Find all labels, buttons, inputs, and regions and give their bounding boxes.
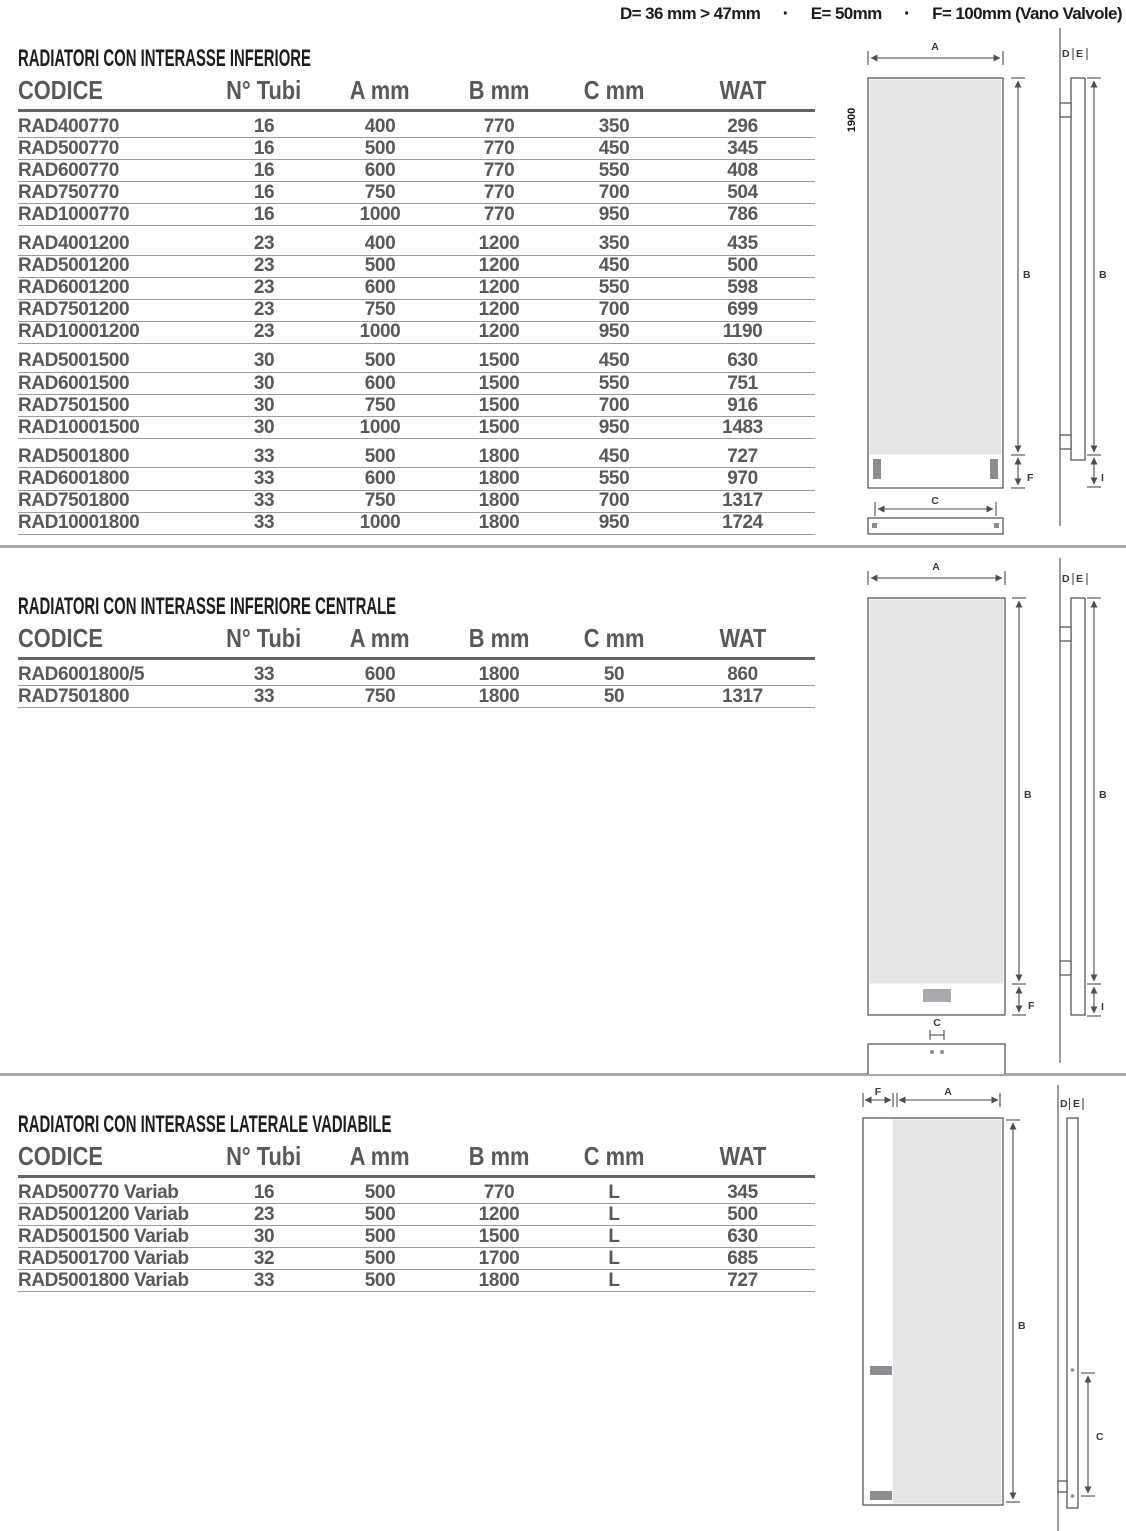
table-row bbox=[18, 351, 815, 373]
cell-value: L bbox=[608, 1225, 620, 1247]
cell-value: 1800 bbox=[478, 663, 520, 685]
column-header bbox=[558, 75, 670, 105]
dim-label-e: E bbox=[1076, 48, 1084, 60]
cell-codice: RAD5001500 Variab bbox=[18, 1225, 189, 1247]
cell-value: 400 bbox=[364, 115, 396, 137]
column-header bbox=[18, 1141, 208, 1171]
cell-value: 630 bbox=[727, 350, 758, 372]
side-connection-dot bbox=[1071, 1368, 1075, 1372]
cell-value: 500 bbox=[364, 445, 396, 467]
cell-value: 350 bbox=[598, 115, 630, 137]
cell-value: 1200 bbox=[478, 255, 520, 277]
cell-value: 30 bbox=[253, 394, 275, 416]
cell-value: 16 bbox=[253, 159, 275, 181]
cell-value: 23 bbox=[253, 277, 275, 299]
column-header-label: C mm bbox=[583, 75, 645, 105]
column-header-label: B mm bbox=[468, 623, 530, 653]
cell-value: L bbox=[608, 1203, 620, 1225]
dim-label-b-side: B bbox=[1099, 789, 1107, 801]
dim-label-f: F bbox=[1028, 1000, 1035, 1012]
cell-value: 860 bbox=[727, 663, 758, 685]
wall-bracket-top bbox=[1060, 627, 1071, 641]
cell-codice: RAD6001200 bbox=[18, 277, 130, 299]
cell-value: 33 bbox=[253, 663, 275, 685]
column-header bbox=[440, 1141, 558, 1171]
cell-value: 750 bbox=[364, 394, 396, 416]
cell-value: 1500 bbox=[478, 394, 520, 416]
row-group bbox=[18, 233, 815, 343]
bottom-view bbox=[868, 518, 1003, 534]
table-row bbox=[18, 395, 815, 417]
dim-label-b: B bbox=[1024, 789, 1032, 801]
cell-value: 408 bbox=[727, 159, 758, 181]
table-row bbox=[18, 417, 815, 439]
cell-value: 1000 bbox=[359, 416, 401, 438]
cell-codice: RAD5001800 bbox=[18, 445, 130, 467]
cell-value: 16 bbox=[253, 203, 275, 225]
cell-value: 1724 bbox=[722, 512, 763, 534]
column-header bbox=[208, 75, 320, 105]
cell-value: 1800 bbox=[478, 467, 520, 489]
column-header-label: N° Tubi bbox=[226, 1141, 302, 1171]
cell-codice: RAD1000770 bbox=[18, 203, 130, 225]
cell-codice: RAD7501500 bbox=[18, 394, 130, 416]
cell-value: 600 bbox=[364, 372, 396, 394]
bottom-view bbox=[868, 1044, 1005, 1074]
table-row bbox=[18, 1270, 815, 1292]
table-row bbox=[18, 160, 815, 182]
cell-value: 950 bbox=[598, 416, 630, 438]
column-header bbox=[670, 1141, 815, 1171]
cell-codice: RAD7501800 bbox=[18, 490, 130, 511]
cell-codice: RAD5001200 Variab bbox=[18, 1203, 189, 1225]
cell-value: 1500 bbox=[478, 416, 520, 438]
connection-central bbox=[923, 989, 951, 1002]
cell-value: 33 bbox=[253, 490, 275, 511]
cell-value: 1000 bbox=[359, 203, 401, 225]
cell-value: 30 bbox=[253, 350, 275, 372]
cell-value: 950 bbox=[598, 512, 630, 534]
legend-item-e: E= 50mm bbox=[810, 4, 882, 23]
table-header-row bbox=[18, 1141, 815, 1178]
column-header-label: A mm bbox=[350, 1141, 410, 1171]
cell-codice: RAD5001500 bbox=[18, 350, 130, 372]
cell-value: 500 bbox=[727, 255, 758, 277]
side-profile bbox=[1067, 1118, 1078, 1508]
radiator-panel bbox=[893, 1120, 1002, 1504]
cell-value: 1500 bbox=[478, 350, 520, 372]
cell-value: 770 bbox=[483, 159, 515, 181]
column-header-label: A mm bbox=[350, 75, 410, 105]
cell-value: 296 bbox=[727, 115, 758, 137]
table-row bbox=[18, 446, 815, 468]
cell-value: 435 bbox=[727, 232, 758, 254]
dim-label-b: B bbox=[1018, 1320, 1026, 1332]
radiator-panel bbox=[870, 80, 1002, 455]
column-header-label: CODICE bbox=[18, 623, 103, 653]
column-header-label: WAT bbox=[719, 623, 766, 653]
row-group bbox=[18, 351, 815, 439]
table-row bbox=[18, 1204, 815, 1226]
legend-separator-dot: · bbox=[903, 3, 910, 25]
cell-codice: RAD5001200 bbox=[18, 255, 130, 277]
table-row bbox=[18, 256, 815, 278]
column-header-label: WAT bbox=[719, 1141, 766, 1171]
column-header bbox=[320, 75, 440, 105]
cell-codice: RAD7501200 bbox=[18, 299, 130, 321]
cell-value: 23 bbox=[253, 232, 275, 254]
cell-codice: RAD6001500 bbox=[18, 372, 130, 394]
cell-value: 1200 bbox=[478, 277, 520, 299]
cell-codice: RAD6001800 bbox=[18, 467, 130, 489]
cell-value: 600 bbox=[364, 277, 396, 299]
cell-codice: RAD10001800 bbox=[18, 512, 140, 534]
cell-value: 950 bbox=[598, 203, 630, 225]
table-row bbox=[18, 373, 815, 395]
table-row bbox=[18, 468, 815, 490]
column-header-label: C mm bbox=[583, 623, 645, 653]
cell-value: 500 bbox=[727, 1203, 758, 1225]
table-header-row bbox=[18, 623, 815, 660]
column-header-label: C mm bbox=[583, 1141, 645, 1171]
cell-codice: RAD750770 bbox=[18, 181, 119, 203]
cell-value: 1000 bbox=[359, 321, 401, 343]
cell-value: 504 bbox=[727, 181, 758, 203]
connection-lower bbox=[870, 1491, 892, 1500]
row-group bbox=[18, 446, 815, 534]
cell-value: 33 bbox=[253, 512, 275, 534]
cell-value: 550 bbox=[598, 467, 630, 489]
table-row bbox=[18, 116, 815, 138]
side-view bbox=[1060, 28, 1107, 526]
cell-codice: RAD5001700 Variab bbox=[18, 1247, 189, 1269]
cell-value: 600 bbox=[364, 159, 396, 181]
cell-value: 500 bbox=[364, 137, 396, 159]
table-row bbox=[18, 322, 815, 344]
cell-value: 450 bbox=[598, 137, 630, 159]
cell-value: 700 bbox=[598, 299, 630, 321]
cell-value: 750 bbox=[364, 299, 396, 321]
bottom-connection-dot bbox=[930, 1050, 934, 1054]
cell-value: 1190 bbox=[722, 321, 763, 343]
cell-value: 23 bbox=[253, 299, 275, 321]
cell-value: 699 bbox=[727, 299, 758, 321]
row-group bbox=[18, 664, 815, 708]
cell-value: 1200 bbox=[478, 1203, 520, 1225]
cell-value: 1483 bbox=[722, 416, 763, 438]
dim-label-1900: 1900 bbox=[846, 107, 858, 133]
cell-value: 1800 bbox=[478, 445, 520, 467]
cell-codice: RAD10001200 bbox=[18, 321, 140, 343]
column-header bbox=[208, 623, 320, 653]
cell-value: 950 bbox=[598, 321, 630, 343]
table-header-row bbox=[18, 75, 815, 112]
cell-value: 1000 bbox=[359, 512, 401, 534]
cell-value: 770 bbox=[483, 1181, 515, 1203]
section-divider bbox=[0, 545, 1126, 548]
legend-item-d: D= 36 mm > 47mm bbox=[620, 4, 761, 23]
cell-value: 1200 bbox=[478, 321, 520, 343]
row-group bbox=[18, 116, 815, 226]
cell-value: 1317 bbox=[722, 685, 763, 707]
cell-value: 750 bbox=[364, 490, 396, 511]
cell-value: 1800 bbox=[478, 1269, 520, 1291]
column-header bbox=[18, 75, 208, 105]
dim-label-c: C bbox=[931, 495, 939, 507]
cell-value: 770 bbox=[483, 137, 515, 159]
cell-value: 727 bbox=[727, 1269, 758, 1291]
cell-value: 770 bbox=[483, 203, 515, 225]
dim-label-f: F bbox=[1027, 472, 1034, 484]
cell-value: 1800 bbox=[478, 512, 520, 534]
column-header-label: CODICE bbox=[18, 75, 103, 105]
cell-value: 345 bbox=[727, 137, 758, 159]
diagram-interasse-laterale-variabile bbox=[835, 1085, 1126, 1531]
wall-bracket-bottom bbox=[1060, 435, 1071, 449]
cell-value: 750 bbox=[364, 181, 396, 203]
front-view bbox=[846, 41, 1034, 534]
column-header bbox=[440, 75, 558, 105]
connection-upper bbox=[870, 1366, 892, 1375]
dim-label-a: A bbox=[931, 41, 939, 53]
cell-value: 1500 bbox=[478, 1225, 520, 1247]
cell-value: 700 bbox=[598, 181, 630, 203]
cell-value: 1200 bbox=[478, 232, 520, 254]
column-header-label: WAT bbox=[719, 75, 766, 105]
cell-value: 32 bbox=[253, 1247, 275, 1269]
cell-value: 30 bbox=[253, 372, 275, 394]
cell-value: 500 bbox=[364, 1269, 396, 1291]
front-view bbox=[868, 561, 1035, 1074]
side-profile bbox=[1071, 598, 1085, 1015]
legend-item-f: F= 100mm (Vano Valvole) bbox=[932, 4, 1122, 23]
table-title: RADIATORI CON INTERASSE INFERIORE CENTRALE bbox=[18, 593, 397, 620]
cell-value: 500 bbox=[364, 350, 396, 372]
column-header bbox=[208, 1141, 320, 1171]
table-row bbox=[18, 1248, 815, 1270]
cell-value: 770 bbox=[483, 115, 515, 137]
bottom-connection-dot bbox=[940, 1050, 944, 1054]
cell-value: 450 bbox=[598, 255, 630, 277]
table-row bbox=[18, 300, 815, 322]
column-header bbox=[320, 1141, 440, 1171]
cell-value: 916 bbox=[727, 394, 758, 416]
cell-value: 16 bbox=[253, 1181, 275, 1203]
cell-value: 751 bbox=[727, 372, 758, 394]
cell-codice: RAD5001800 Variab bbox=[18, 1269, 189, 1291]
diagram-interasse-inferiore bbox=[835, 28, 1126, 540]
cell-value: 1800 bbox=[478, 490, 520, 511]
side-view bbox=[1058, 1085, 1104, 1531]
radiator-panel bbox=[870, 600, 1004, 984]
cell-value: 770 bbox=[483, 181, 515, 203]
dim-label-i: I bbox=[1101, 472, 1104, 484]
dim-label-b-side: B bbox=[1099, 269, 1107, 281]
column-header-label: N° Tubi bbox=[226, 623, 302, 653]
dim-label-i: I bbox=[1101, 1001, 1104, 1013]
column-header bbox=[558, 623, 670, 653]
cell-value: 630 bbox=[727, 1225, 758, 1247]
table-row bbox=[18, 513, 815, 535]
connection-left bbox=[873, 459, 881, 479]
cell-codice: RAD500770 Variab bbox=[18, 1181, 179, 1203]
cell-value: 1500 bbox=[478, 372, 520, 394]
cell-value: 30 bbox=[253, 1225, 275, 1247]
cell-value: 33 bbox=[253, 685, 275, 707]
column-header bbox=[670, 75, 815, 105]
cell-value: 1700 bbox=[478, 1247, 520, 1269]
cell-value: 23 bbox=[253, 1203, 275, 1225]
dim-label-d: D bbox=[1062, 573, 1070, 585]
table-row bbox=[18, 204, 815, 226]
column-header-label: B mm bbox=[468, 1141, 530, 1171]
cell-value: L bbox=[608, 1269, 620, 1291]
cell-value: 1317 bbox=[722, 490, 763, 511]
bottom-connection-right bbox=[994, 523, 999, 528]
cell-value: 500 bbox=[364, 255, 396, 277]
cell-value: 33 bbox=[253, 467, 275, 489]
dim-label-d: D bbox=[1062, 48, 1070, 60]
cell-value: 600 bbox=[364, 467, 396, 489]
dim-label-f: F bbox=[874, 1086, 882, 1098]
cell-value: 350 bbox=[598, 232, 630, 254]
wall-bracket-bottom bbox=[1058, 1481, 1067, 1492]
cell-value: 16 bbox=[253, 181, 275, 203]
cell-value: 550 bbox=[598, 372, 630, 394]
cell-value: 23 bbox=[253, 321, 275, 343]
section-radiatori-interasse-laterale-variabile bbox=[18, 1112, 815, 1292]
cell-value: 500 bbox=[364, 1247, 396, 1269]
table-row bbox=[18, 1226, 815, 1248]
dim-label-a: A bbox=[944, 1086, 952, 1098]
cell-value: 33 bbox=[253, 1269, 275, 1291]
cell-codice: RAD7501800 bbox=[18, 685, 130, 707]
dim-label-c: C bbox=[933, 1017, 941, 1029]
cell-value: 685 bbox=[727, 1247, 758, 1269]
wall-bracket-top bbox=[1060, 103, 1071, 117]
cell-value: L bbox=[608, 1181, 620, 1203]
column-header-label: A mm bbox=[350, 623, 410, 653]
cell-value: 727 bbox=[727, 445, 758, 467]
dim-label-a: A bbox=[932, 561, 940, 573]
cell-value: 16 bbox=[253, 137, 275, 159]
cell-value: 450 bbox=[598, 350, 630, 372]
cell-value: 23 bbox=[253, 255, 275, 277]
cell-codice: RAD10001500 bbox=[18, 416, 140, 438]
cell-value: 700 bbox=[598, 490, 630, 511]
side-connection-dot bbox=[1071, 1494, 1075, 1498]
column-header bbox=[558, 1141, 670, 1171]
cell-value: 970 bbox=[727, 467, 758, 489]
column-header bbox=[670, 623, 815, 653]
cell-value: 550 bbox=[598, 277, 630, 299]
cell-codice: RAD600770 bbox=[18, 159, 119, 181]
table-title: RADIATORI CON INTERASSE LATERALE VADIABILE bbox=[18, 1111, 392, 1138]
table-row bbox=[18, 138, 815, 160]
cell-value: 550 bbox=[598, 159, 630, 181]
bottom-connection-left bbox=[872, 523, 877, 528]
side-profile bbox=[1071, 78, 1085, 460]
table-row bbox=[18, 233, 815, 255]
cell-codice: RAD500770 bbox=[18, 137, 119, 159]
cell-value: 450 bbox=[598, 445, 630, 467]
column-header-label: CODICE bbox=[18, 1141, 103, 1171]
table-row bbox=[18, 664, 815, 686]
cell-value: 50 bbox=[603, 663, 625, 685]
cell-value: 345 bbox=[727, 1181, 758, 1203]
column-header bbox=[440, 623, 558, 653]
cell-value: 500 bbox=[364, 1203, 396, 1225]
column-header bbox=[320, 623, 440, 653]
dim-label-e: E bbox=[1076, 573, 1084, 585]
cell-value: 598 bbox=[727, 277, 758, 299]
cell-value: 600 bbox=[364, 663, 396, 685]
diagram-interasse-inferiore-centrale bbox=[835, 558, 1126, 1074]
cell-value: 786 bbox=[727, 203, 758, 225]
cell-value: 1200 bbox=[478, 299, 520, 321]
dim-label-d: D bbox=[1060, 1098, 1068, 1110]
connection-right bbox=[990, 459, 998, 479]
cell-value: 30 bbox=[253, 416, 275, 438]
cell-codice: RAD400770 bbox=[18, 115, 119, 137]
front-view bbox=[863, 1086, 1026, 1505]
cell-value: 16 bbox=[253, 115, 275, 137]
cell-value: 500 bbox=[364, 1181, 396, 1203]
cell-value: 33 bbox=[253, 445, 275, 467]
table-row bbox=[18, 182, 815, 204]
cell-value: 50 bbox=[603, 685, 625, 707]
table-row bbox=[18, 278, 815, 300]
cell-codice: RAD6001800/5 bbox=[18, 663, 145, 685]
cell-value: 500 bbox=[364, 1225, 396, 1247]
dimensions-legend bbox=[620, 4, 1122, 24]
section-radiatori-interasse-inferiore-centrale bbox=[18, 594, 815, 708]
dim-label-e: E bbox=[1073, 1098, 1081, 1110]
cell-value: 1800 bbox=[478, 685, 520, 707]
row-group bbox=[18, 1182, 815, 1292]
wall-bracket-bottom bbox=[1060, 961, 1071, 975]
side-view bbox=[1060, 558, 1107, 1063]
column-header bbox=[18, 623, 208, 653]
legend-separator-dot: · bbox=[782, 3, 789, 25]
dim-label-c: C bbox=[1096, 1431, 1104, 1443]
cell-value: L bbox=[608, 1247, 620, 1269]
column-header-label: B mm bbox=[468, 75, 530, 105]
table-title: RADIATORI CON INTERASSE INFERIORE bbox=[18, 45, 311, 72]
column-header-label: N° Tubi bbox=[226, 75, 302, 105]
table-row bbox=[18, 491, 815, 513]
section-radiatori-interasse-inferiore bbox=[18, 46, 815, 535]
cell-codice: RAD4001200 bbox=[18, 232, 130, 254]
cell-value: 700 bbox=[598, 394, 630, 416]
cell-value: 400 bbox=[364, 232, 396, 254]
dim-label-b: B bbox=[1023, 269, 1031, 281]
table-row bbox=[18, 686, 815, 708]
cell-value: 750 bbox=[364, 685, 396, 707]
table-row bbox=[18, 1182, 815, 1204]
